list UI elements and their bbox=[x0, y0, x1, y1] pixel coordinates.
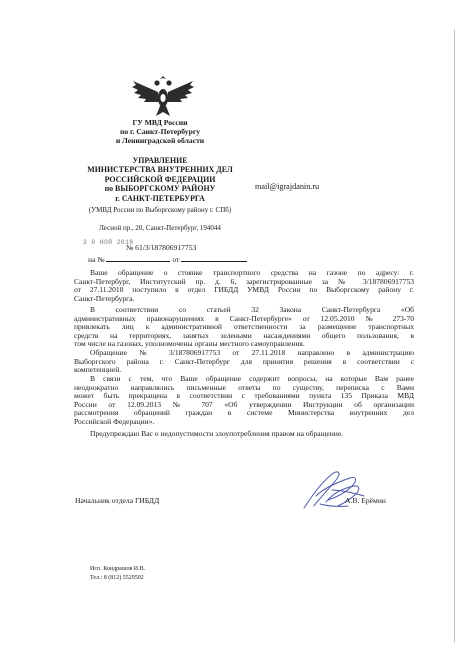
incoming-number-blank bbox=[106, 254, 170, 262]
dept-line: по ВЫБОРГСКОМУ РАЙОНУ bbox=[104, 184, 216, 194]
incoming-number-label: на № bbox=[88, 255, 105, 264]
paragraph-correspondence-termination bbox=[74, 375, 414, 426]
department-address: Лесной пр., 20, Санкт-Петербург, 194044 bbox=[99, 224, 221, 232]
text-line: Выборгского района г. Санкт-Петербург для принятия решения в соответствии с bbox=[74, 356, 414, 366]
paragraph-legal-basis bbox=[74, 306, 414, 349]
executor-name: Исп. Кондрашов И.В. bbox=[90, 566, 146, 572]
handwritten-signature bbox=[298, 466, 374, 514]
text-line: Ваше обращение о стоянке транспортного средства на газоне по адресу: г. bbox=[90, 268, 414, 277]
text-line: В соответствии со статьей 32 Закона Санкт-Петербурга «Об bbox=[90, 305, 414, 314]
text-line: административных правонарушениях в Санкт-Петербурге» от 12.05.2010 № 273-70 bbox=[74, 313, 414, 323]
department-header bbox=[60, 156, 260, 203]
paragraph-forwarded bbox=[74, 349, 414, 375]
signatory-title: Начальник отдела ГИБДД bbox=[75, 496, 160, 505]
department-short-name: (УМВД России по Выборгскому району г. СПб) bbox=[88, 206, 232, 214]
text-line: Российской Федерации». bbox=[74, 416, 155, 426]
org-line: по г. Санкт-Петербургу bbox=[119, 127, 201, 136]
text-line: В связи с тем, что Ваше обращение содержит вопросы, на которые Вам ранее bbox=[90, 374, 414, 383]
scan-edge-line bbox=[454, 30, 455, 642]
org-line: и Ленинградской области bbox=[115, 136, 205, 145]
paragraph-warning bbox=[74, 430, 414, 439]
text-line: Санкт-Петербурга. bbox=[74, 293, 135, 303]
recipient-email: mail@igrajdanin.ru bbox=[255, 182, 320, 191]
dept-line: г. САНКТ-ПЕТЕРБУРГА bbox=[115, 193, 205, 203]
text-line: Обращение № 3/187806917753 от 27.11.2018 направлено в администрацию bbox=[90, 348, 414, 357]
date-stamp: 3 0 НОЯ 2018 bbox=[83, 239, 134, 246]
outgoing-number: № 61/3/187806917753 bbox=[126, 243, 197, 252]
incoming-date-label: от bbox=[172, 255, 180, 264]
text-line: Санкт-Петербург, Институтский пр. д. 6, зарегистрированные за № 3/187806917753 bbox=[74, 276, 414, 286]
signatory-name: А.В. Ерёмин bbox=[345, 496, 386, 505]
text-line: компетенцией. bbox=[74, 365, 122, 375]
dept-line: УПРАВЛЕНИЕ bbox=[132, 156, 188, 165]
text-line: привлекать лиц к административной ответственности за размещение транспортных bbox=[74, 322, 414, 332]
text-line: средств на территориях, занятых зелеными насаждениями общего пользования, в bbox=[74, 330, 414, 340]
double-headed-eagle-emblem-icon bbox=[130, 72, 196, 118]
organization-header bbox=[60, 118, 260, 145]
text-line: неоднократно направлялись письменные ответы по существу, переписка с Вами bbox=[74, 382, 414, 392]
text-line: от 27.11.2018 поступило в отдел ГИБДД УМВД России по Выборгскому району г. bbox=[74, 285, 414, 295]
text-line: России от 12.09.2013 № 707 «Об утверждении Инструкции об организации bbox=[74, 399, 414, 409]
dept-line: РОССИЙСКОЙ ФЕДЕРАЦИИ bbox=[104, 174, 216, 184]
incoming-date-blank bbox=[181, 254, 247, 262]
text-line: Предупреждаю Вас о недопустимости злоупотребления правом на обращение. bbox=[90, 429, 344, 438]
incoming-reference bbox=[88, 254, 247, 264]
text-line: может быть прекращена в соответствии с требованиями пункта 135 Приказа МВД bbox=[74, 391, 414, 401]
text-line: том числе на газонах, уполномочены органы местного самоуправления. bbox=[74, 339, 305, 349]
org-line: ГУ МВД России bbox=[132, 118, 188, 127]
text-line: рассмотрения обращений граждан в системе Министерства внутренних дел bbox=[74, 408, 414, 418]
paragraph-appeal-received bbox=[74, 269, 414, 303]
executor-phone: Тел.: 8 (812) 5529502 bbox=[90, 575, 144, 581]
dept-line: МИНИСТЕРСТВА ВНУТРЕННИХ ДЕЛ bbox=[87, 165, 233, 175]
